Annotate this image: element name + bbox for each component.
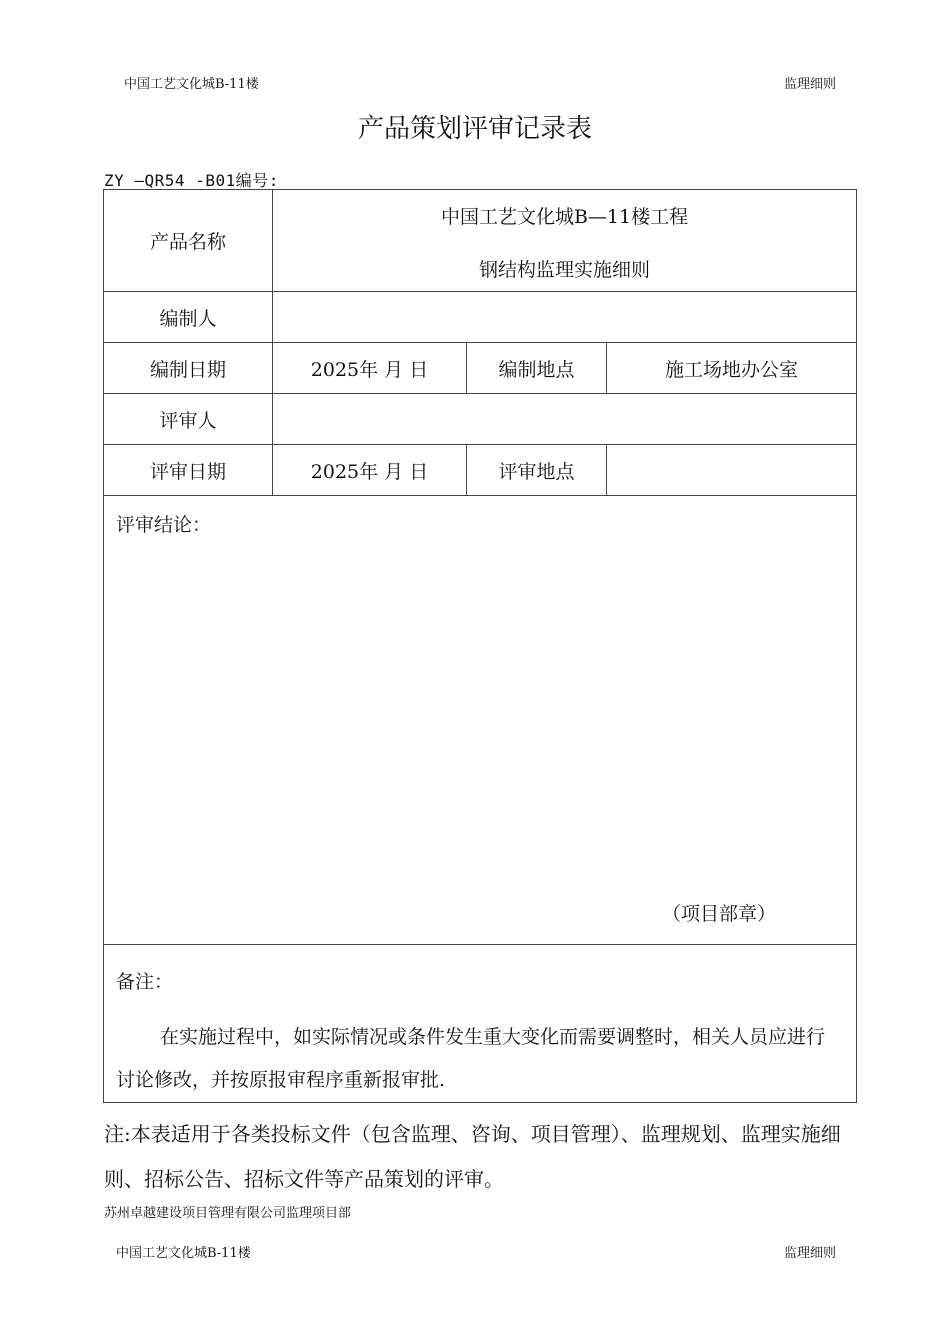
footer-right: 监理细则	[783, 1246, 836, 1261]
reviewer-label: 评审人	[104, 394, 273, 445]
compile-place-label: 编制地点	[467, 343, 607, 394]
footer-left: 中国工艺文化城B-11楼	[116, 1246, 251, 1261]
row-product-name	[104, 190, 857, 292]
row-review-date	[104, 445, 857, 496]
compile-date-value: 2025年 月 日	[273, 343, 467, 394]
review-date-value: 2025年 月 日	[273, 445, 467, 496]
row-reviewer	[104, 394, 857, 445]
review-date-label: 评审日期	[104, 445, 273, 496]
row-compile-date	[104, 343, 857, 394]
usage-note: 注:本表适用于各类投标文件（包含监理、咨询、项目管理）、监理规划、监理实施细则、招标公告、招标文件等产品策划的评审。	[104, 1122, 841, 1191]
remark-text: 在实施过程中，如实际情况或条件发生重大变化而需要调整时，相关人员应进行讨论修改，并按原报审程序重新报审批.	[116, 1026, 826, 1091]
header-right: 监理细则	[783, 77, 836, 92]
conclusion-label: 评审结论：	[116, 514, 212, 536]
product-name-line2: 钢结构监理实施细则	[479, 258, 651, 281]
page-title: 产品策划评审记录表	[357, 114, 592, 144]
row-remark	[104, 945, 857, 1103]
review-place-value	[607, 445, 857, 496]
header-left: 中国工艺文化城B-11楼	[124, 77, 259, 92]
row-conclusion	[104, 496, 857, 945]
company-name: 苏州卓越建设项目管理有限公司监理项目部	[104, 1206, 352, 1221]
review-place-label: 评审地点	[467, 445, 607, 496]
remark-label: 备注：	[116, 971, 174, 993]
compile-place-value: 施工场地办公室	[607, 343, 857, 394]
reviewer-value	[273, 394, 857, 445]
review-form-table	[103, 189, 857, 1103]
compiler-value	[273, 292, 857, 343]
compiler-label: 编制人	[104, 292, 273, 343]
compile-date-label: 编制日期	[104, 343, 273, 394]
product-name-line1: 中国工艺文化城B—11楼工程	[440, 205, 689, 228]
stamp-text: （项目部章）	[662, 903, 777, 925]
remark-cell	[104, 945, 857, 1103]
product-name-label: 产品名称	[104, 190, 273, 292]
conclusion-cell	[104, 496, 857, 945]
product-name-value	[273, 190, 857, 292]
form-code: ZY —QR54 -B01编号:	[104, 171, 279, 190]
row-compiler	[104, 292, 857, 343]
